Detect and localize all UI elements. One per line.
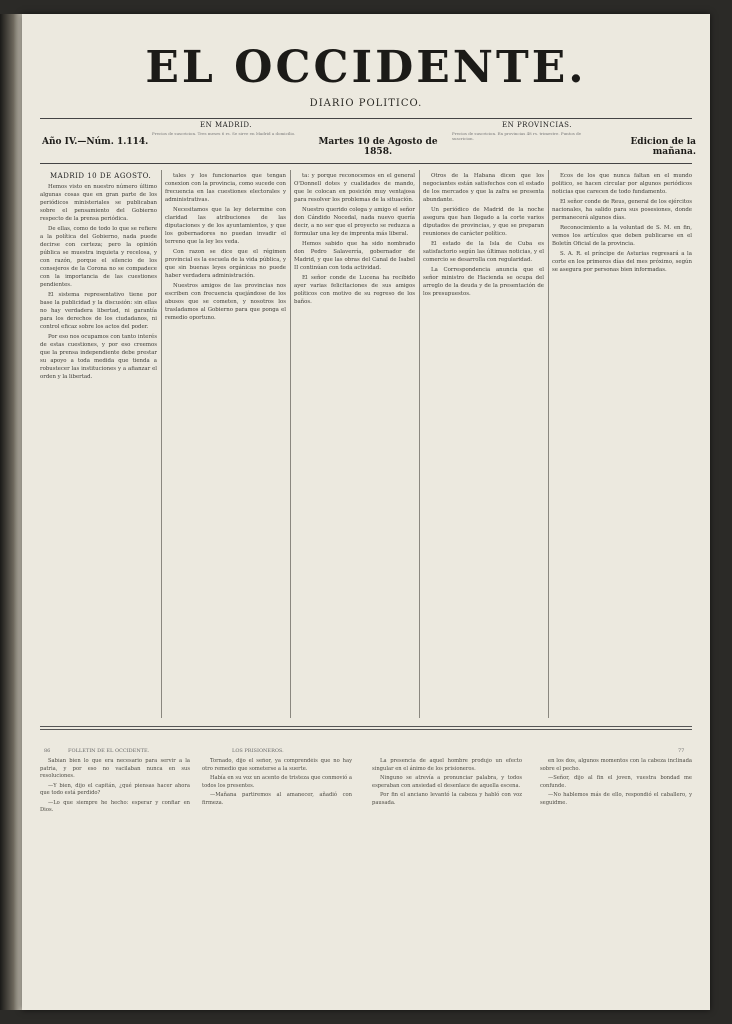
paragraph: Ninguno se atrevía a pronunciar palabra, y todos esperaban con ansiedad el desenlace de aquella escena. [372,775,522,789]
provinces-terms: Precios de suscricion. En provincias 48 rs. trimestre. Puntos de suscricion. [452,131,581,141]
madrid-terms: Precios de suscricion. Tres meses 6 rs. Se sirve en Madrid a domicilio. [152,131,296,136]
paragraph: El señor conde de Lucena ha recibido ayer varias felicitaciones de sus amigos políticos con motivo de su regreso de los baños. [294,275,415,305]
article-column-1 [40,172,157,718]
issue-date: Martes 10 de Agosto de 1858. [318,137,438,157]
paragraph: Nuestros amigos de las provincias nos escriben con frecuencia quejándose de los abusos que se cometen, y nosotros los trasladamos al Gobierno para que ponga el remedio oportuno. [165,283,286,321]
article-column-2 [165,172,286,718]
paragraph: —Señor, dijo al fin el joven, vuestra bondad me confunde. [540,775,692,789]
paragraph: De ellas, como de todo lo que se refiere a la política del Gobierno, nada puede decirse con certeza; pero la opinión pública se muestra inquieta y recelosa, y con razón, porque el silencio de los consejeros de la Corona no se compadece con la importancia de las cuestiones pendientes. [40,226,157,288]
column-divider [161,170,162,718]
paragraph: Hemos sabido que ha sido nombrado don Pedro Salaverría, gobernador de Madrid, y que las obras del Canal de Isabel II continúan con toda actividad. [294,241,415,271]
edition-label: Edicion de la mañana. [630,137,696,157]
column-divider [548,170,549,718]
paragraph: —Lo que siempre he hecho: esperar y confiar en Dios. [40,799,190,813]
provinces-label: EN PROVINCIAS. [502,121,572,129]
paragraph: —Mañana partiremos al amanecer, añadió con firmeza. [202,792,352,806]
folletin-column-1 [40,758,190,1006]
article-dateline: MADRID 10 DE AGOSTO. [50,172,152,180]
article-column-4 [423,172,544,718]
folletin-header: FOLLETIN DE EL OCCIDENTE. [68,748,150,754]
folletin-column-2 [202,758,352,1006]
paragraph: Con razon se dice que el régimen provincial es la escuela de la vida pública, y que sin buenas leyes orgánicas no puede haber verdadera administración. [165,249,286,279]
paragraph: Otros de la Habana dicen que los negociantes están satisfechos con el estado de los mercados y que la zafra se presenta abundante. [423,173,544,203]
paragraph: Tornado, dijo el señor, ya comprendéis que no hay otro remedio que someterse a la suerte. [202,758,352,772]
paragraph: Necesitamos que la ley determine con claridad las atribuciones de las diputaciones y de los ayuntamientos, y que los gobernadores no puedan invadir el terreno que la ley les veda. [165,207,286,245]
paragraph: ta: y porque reconocemos en el general O'Donnell dotes y cualidades de mando, que le colocan en posición muy ventajosa para resolver los problemas de la situación. [294,173,415,203]
paragraph: en los dos, algunos momentos con la cabeza inclinada sobre el pecho. [540,758,692,772]
paragraph: La presencia de aquel hombre produjo un efecto singular en el ánimo de los prisioneros. [372,758,522,772]
page-number-left: 86 [44,748,51,754]
paragraph: —Y bien, dijo el capitán, ¿qué piensas hacer ahora que todo está perdido? [40,782,190,796]
paragraph: Ecos de los que nunca faltan en el mundo politico, se hacen circular por algunos periódicos noticias que carecen de todo fundamento. [552,173,692,195]
article-column-3 [294,172,415,718]
paragraph: El señor conde de Reus, general de los ejércitos nacionales, ha salido para sus posesiones, donde permanecerá algunos días. [552,199,692,221]
paragraph: Un periódico de Madrid de la noche asegura que han llegado a la corte varios diputados de provincias, y que se preparan reuniones de carácter político. [423,207,544,237]
column-divider [419,170,420,718]
paragraph: Por eso nos ocupamos con tanto interés de estas cuestiones, y por eso creemos que la prensa independiente debe prestar su apoyo a toda medida que tienda a robustecer las instituciones y a afianzar el orden y la libertad. [40,334,157,380]
paragraph: —No hablemos más de ello, respondió el caballero, y seguidme. [540,792,692,806]
book-spine [0,14,22,1010]
paragraph: El estado de la Isla de Cuba es satisfactorio según las últimas noticias, y el comercio se desarrolla con regularidad. [423,241,544,263]
newspaper-subtitle: DIARIO POLITICO. [309,98,423,109]
madrid-label: EN MADRID. [200,121,252,129]
paragraph: tales y los funcionarios que tengan conexion con la provincia, como sucede con frecuencia en las cuestiones electorales y administrativas. [165,173,286,203]
paragraph: Nuestro querido colega y amigo el señor don Cándido Nocedal, nada nuevo quería decir, a no ser que el proyecto se reduzca a formular una ley de imprenta más liberal. [294,207,415,237]
paragraph: Por fin el anciano levantó la cabeza y habló con voz pausada. [372,792,522,806]
folletin-column-4 [540,758,692,1006]
paragraph: Hemos visto en nuestro número último algunas cosas que en gran parte de los periódicos ministeriales se publicaban sobre el pensamiento del Gobierno respecto de la prensa periódica. [40,184,157,222]
newspaper-page [22,14,710,1010]
paragraph: Reconocimiento a la voluntad de S. M. en fin, vemos los artículos que deben publicarse en el Boletín Oficial de la provincia. [552,225,692,247]
folletin-divider [40,726,692,727]
issue-info-bar [40,118,696,164]
folletin-divider [40,729,692,730]
paragraph: S. A. R. el príncipe de Asturias regresará a la corte en los primeros días del mes próximo, según se asegura por personas bien informadas. [552,251,692,273]
paragraph: Había en su voz un acento de tristeza que conmovió a todos los presentes. [202,775,352,789]
issue-number: Año IV.—Núm. 1.114. [42,137,149,147]
paragraph: Sabían bien lo que era necesario para servir a la patria, y por eso no vacilaban nunca en sus resoluciones. [40,758,190,779]
paragraph: El sistema representativo tiene por base la publicidad y la discusión: sin ellas no hay verdadera libertad, ni garantía para los derechos de los ciudadanos, ni control eficaz sobre los actos del poder. [40,292,157,330]
folletin-story-title: LOS PRISIONEROS. [232,748,284,754]
page-number-right: 77 [678,748,685,754]
column-divider [290,170,291,718]
newspaper-title: EL OCCIDENTE. [145,42,587,93]
article-column-5 [552,172,692,718]
paragraph: La Correspondencia anuncia que el señor ministro de Hacienda se ocupa del arreglo de la deuda y de la presentación de los presupuestos. [423,267,544,297]
folletin-column-3 [372,758,522,1006]
